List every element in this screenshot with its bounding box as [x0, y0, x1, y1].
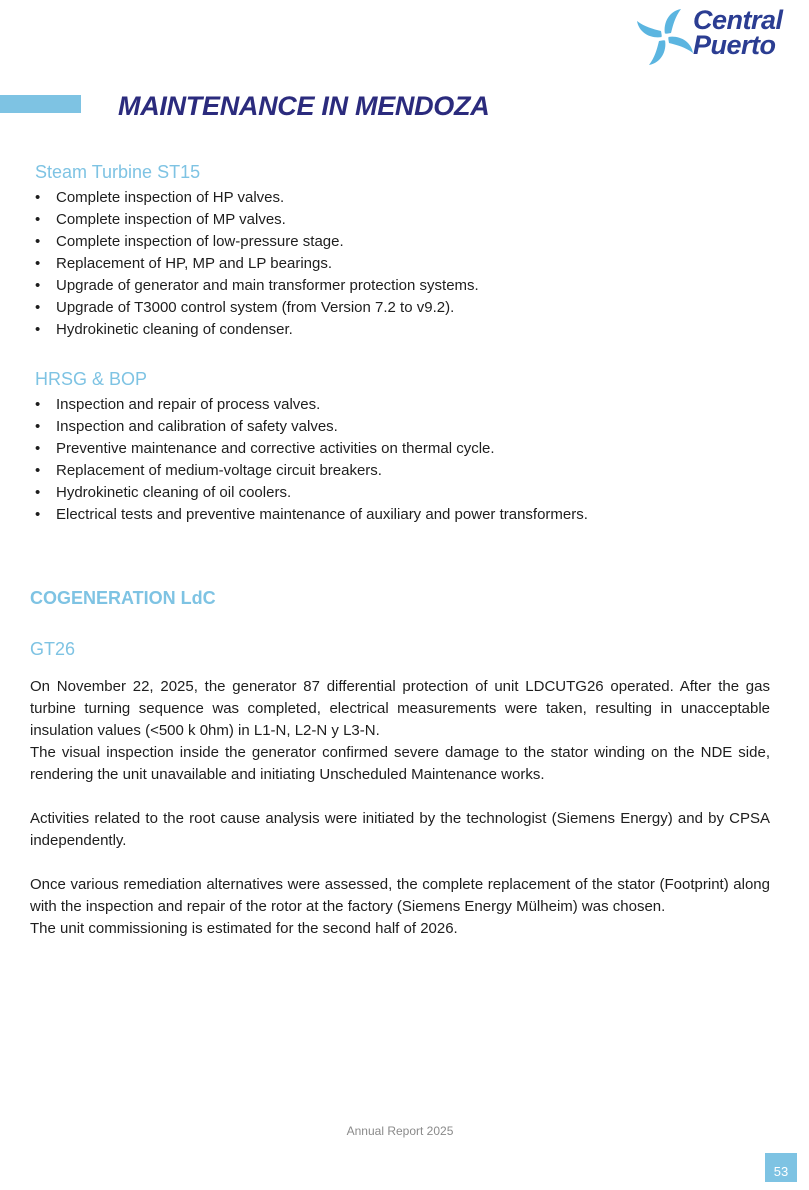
- logo-wordmark: [693, 5, 783, 60]
- list-item: • Complete inspection of MP valves.: [35, 209, 785, 231]
- company-logo: [636, 6, 801, 68]
- list-item: • Complete inspection of HP valves.: [35, 187, 785, 209]
- list-item: • Inspection and calibration of safety valves.: [35, 416, 785, 438]
- steam-turbine-list: [35, 187, 785, 341]
- list-item: • Hydrokinetic cleaning of condenser.: [35, 319, 785, 341]
- gt26-heading: GT26: [30, 639, 76, 659]
- cogeneration-body: [30, 676, 770, 940]
- list-item: • Preventive maintenance and corrective activities on thermal cycle.: [35, 438, 785, 460]
- list-item: • Hydrokinetic cleaning of oil coolers.: [35, 482, 785, 504]
- steam-turbine-section: [35, 161, 785, 341]
- paragraph-gap: [30, 786, 770, 808]
- paragraph: The unit commissioning is estimated for the second half of 2026.: [30, 920, 458, 937]
- page-title: MAINTENANCE IN MENDOZA: [118, 91, 490, 121]
- paragraph: The visual inspection inside the generator confirmed severe damage to the stator winding on the NDE side, rendering the unit unavailable and initiating Unscheduled Maintenance works.: [30, 744, 770, 783]
- hrsg-bop-heading: HRSG & BOP: [35, 369, 148, 389]
- list-item: • Replacement of medium-voltage circuit breakers.: [35, 460, 785, 482]
- logo-line-2: Puerto: [693, 30, 776, 60]
- paragraph: Activities related to the root cause analysis were initiated by the technologist (Siemens Energy) and by CPSA independently.: [30, 810, 770, 849]
- paragraph: Once various remediation alternatives were assessed, the complete replacement of the stator (Footprint) along with the inspection and repair of the rotor at the factory (Siemens Energy Mülheim) was chosen.: [30, 876, 770, 915]
- page-number: 53: [765, 1153, 797, 1182]
- list-item: • Inspection and repair of process valves.: [35, 394, 785, 416]
- list-item: • Complete inspection of low-pressure stage.: [35, 231, 785, 253]
- list-item: • Replacement of HP, MP and LP bearings.: [35, 253, 785, 275]
- paragraph-gap: [30, 852, 770, 874]
- paragraph: On November 22, 2025, the generator 87 differential protection of unit LDCUTG26 operated. After the gas turbine turning sequence was completed, electrical measurements were taken, resulting in unacceptable insulation values (<500 k 0hm) in L1-N, L2-N y L3-N.: [30, 678, 770, 739]
- hrsg-bop-list: [35, 394, 785, 526]
- hrsg-bop-section: [35, 368, 785, 526]
- title-accent-bar: [0, 95, 81, 113]
- cogeneration-heading: COGENERATION LdC: [30, 588, 216, 608]
- steam-turbine-heading: Steam Turbine ST15: [35, 162, 201, 182]
- pinwheel-logo-icon: [636, 6, 694, 68]
- list-item: • Upgrade of generator and main transformer protection systems.: [35, 275, 785, 297]
- logo-line-1: Central: [693, 5, 783, 35]
- footer-text: Annual Report 2025: [346, 1124, 454, 1138]
- list-item: • Upgrade of T3000 control system (from Version 7.2 to v9.2).: [35, 297, 785, 319]
- list-item: • Electrical tests and preventive maintenance of auxiliary and power transformers.: [35, 504, 785, 526]
